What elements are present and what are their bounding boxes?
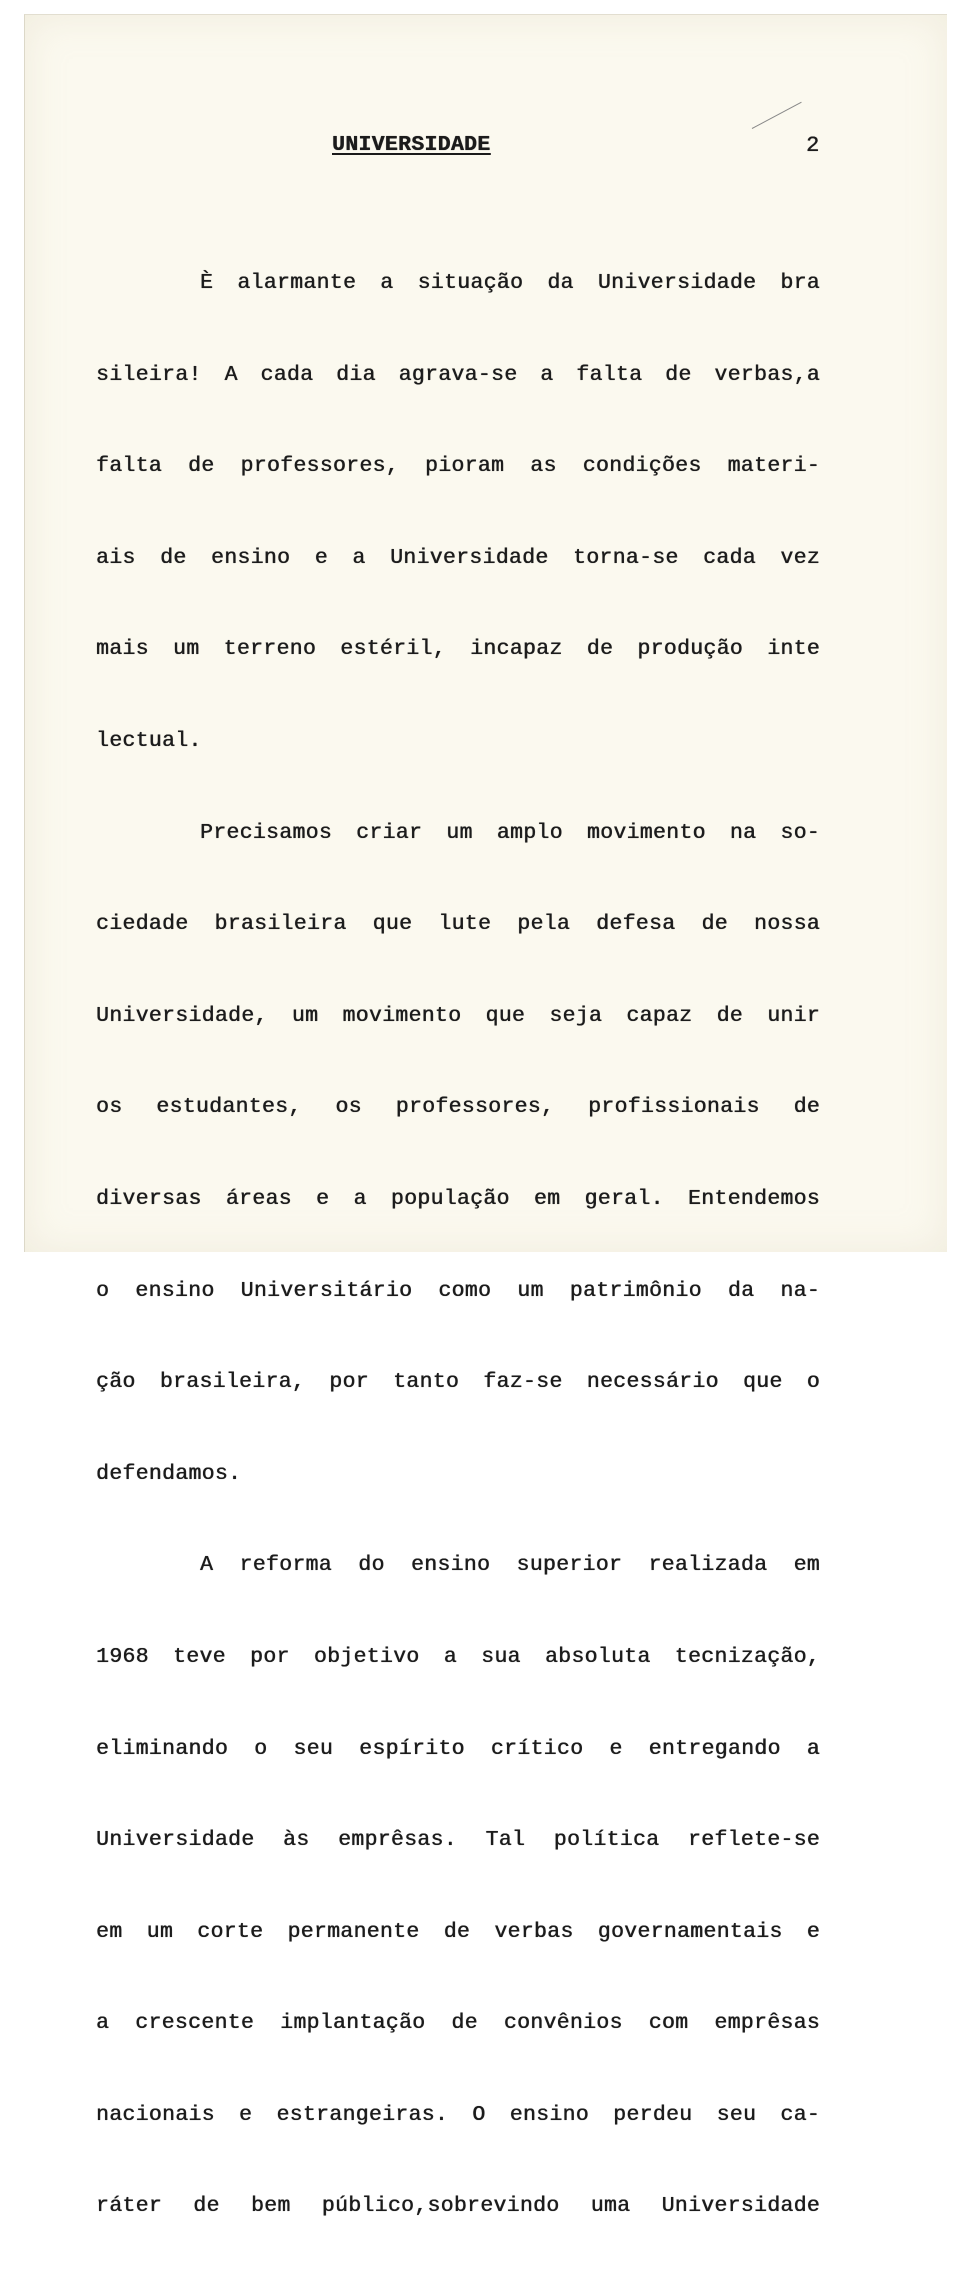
body-text	[96, 214, 836, 2277]
text-line: eliminando o seu espírito crítico e entregando a	[96, 1736, 820, 1761]
text-line: nacionais e estrangeiras. O ensino perdeu seu ca-	[96, 2102, 820, 2127]
text-line: ciedade brasileira que lute pela defesa de nossa	[96, 912, 820, 937]
text-line: defendamos.	[96, 1461, 242, 1486]
text-line: Precisamos criar um amplo movimento na so-	[200, 820, 820, 845]
text-line: sileira! A cada dia agrava-se a falta de verbas,a	[96, 362, 820, 387]
text-line: falta de professores, pioram as condições materi-	[96, 454, 820, 479]
text-line: A reforma do ensino superior realizada em	[200, 1553, 820, 1578]
text-line: os estudantes, os professores, profissionais de	[96, 1095, 820, 1120]
text-line: a crescente implantação de convênios com emprêsas	[96, 2011, 820, 2036]
text-line: È alarmante a situação da Universidade bra	[200, 271, 820, 295]
text-line: em um corte permanente de verbas governamentais e	[96, 1919, 820, 1944]
text-line: diversas áreas e a população em geral. Entendemos	[96, 1186, 820, 1211]
text-line: ráter de bem público,sobrevindo uma Universidade	[96, 2194, 820, 2219]
text-line: mais um terreno estéril, incapaz de produção inte	[96, 637, 820, 662]
text-line: Universidade às emprêsas. Tal política reflete-se	[96, 1828, 820, 1853]
page-title: UNIVERSIDADE	[332, 133, 491, 157]
text-line: ção brasileira, por tanto faz-se necessário que o	[96, 1370, 820, 1395]
text-line: lectual.	[96, 728, 202, 753]
text-line: Universidade, um movimento que seja capaz de unir	[96, 1003, 820, 1028]
page-number: 2	[806, 133, 820, 158]
text-line: ais de ensino e a Universidade torna-se cada vez	[96, 545, 820, 570]
text-line: o ensino Universitário como um patrimônio da na-	[96, 1278, 820, 1303]
text-line: 1968 teve por objetivo a sua absoluta tecnização,	[96, 1644, 820, 1669]
